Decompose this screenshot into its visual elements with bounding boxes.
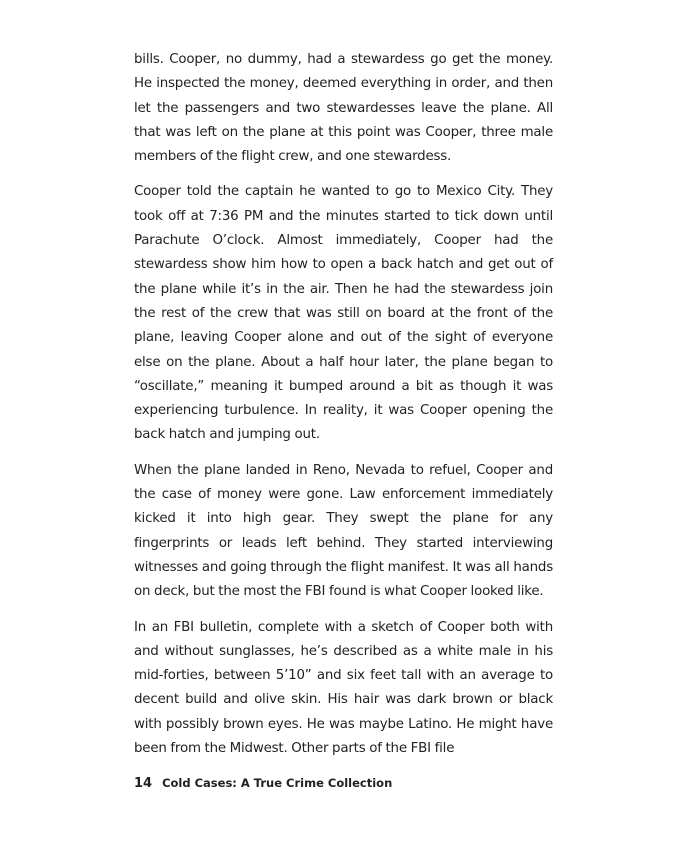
paragraph-2: Cooper told the captain he wanted to go to Mexico City. They took off at 7:36 PM and the minutes started to tick down until Parachute O’clock. Almost immediately, Cooper had the stewardess show him how to open a back hatch and get out of the plane while it’s in the air. Then he had the stewardess join the rest of the crew that was still on board at the front of the plane, leaving Cooper alone and out of the sight of everyone else on the plane. About a half hour later, the plane began to “oscillate,” meaning it bumped around a bit as though it was experiencing turbulence. In reality, it was Cooper opening the back hatch and jumping out. — [134, 184, 553, 443]
page-footer — [134, 776, 392, 791]
page-body — [134, 48, 553, 772]
running-title: Cold Cases: A True Crime Collection — [162, 776, 393, 790]
paragraph-3: When the plane landed in Reno, Nevada to refuel, Cooper and the case of money were gone. Law enforcement immediately kicked it into high gear. They swept the plane for any fingerprints or leads left behind. They started interviewing witnesses and going through the flight manifest. It was all hands on deck, but the most the FBI found is what Cooper looked like. — [134, 462, 553, 600]
page-number: 14 — [134, 776, 153, 791]
paragraph-4: In an FBI bulletin, complete with a sketch of Cooper both with and without sunglasses, he’s described as a white male in his mid-forties, between 5’10” and six feet tall with an average to decent build and olive skin. His hair was dark brown or black with possibly brown eyes. He was maybe Latino. He might have been from the Midwest. Other parts of the FBI file — [134, 619, 553, 757]
paragraph-1: bills. Cooper, no dummy, had a stewardess go get the money. He inspected the money, deemed everything in order, and then let the passengers and two stewardesses leave the plane. All that was left on the plane at this point was Cooper, three male members of the flight crew, and one stewardess. — [134, 52, 553, 165]
